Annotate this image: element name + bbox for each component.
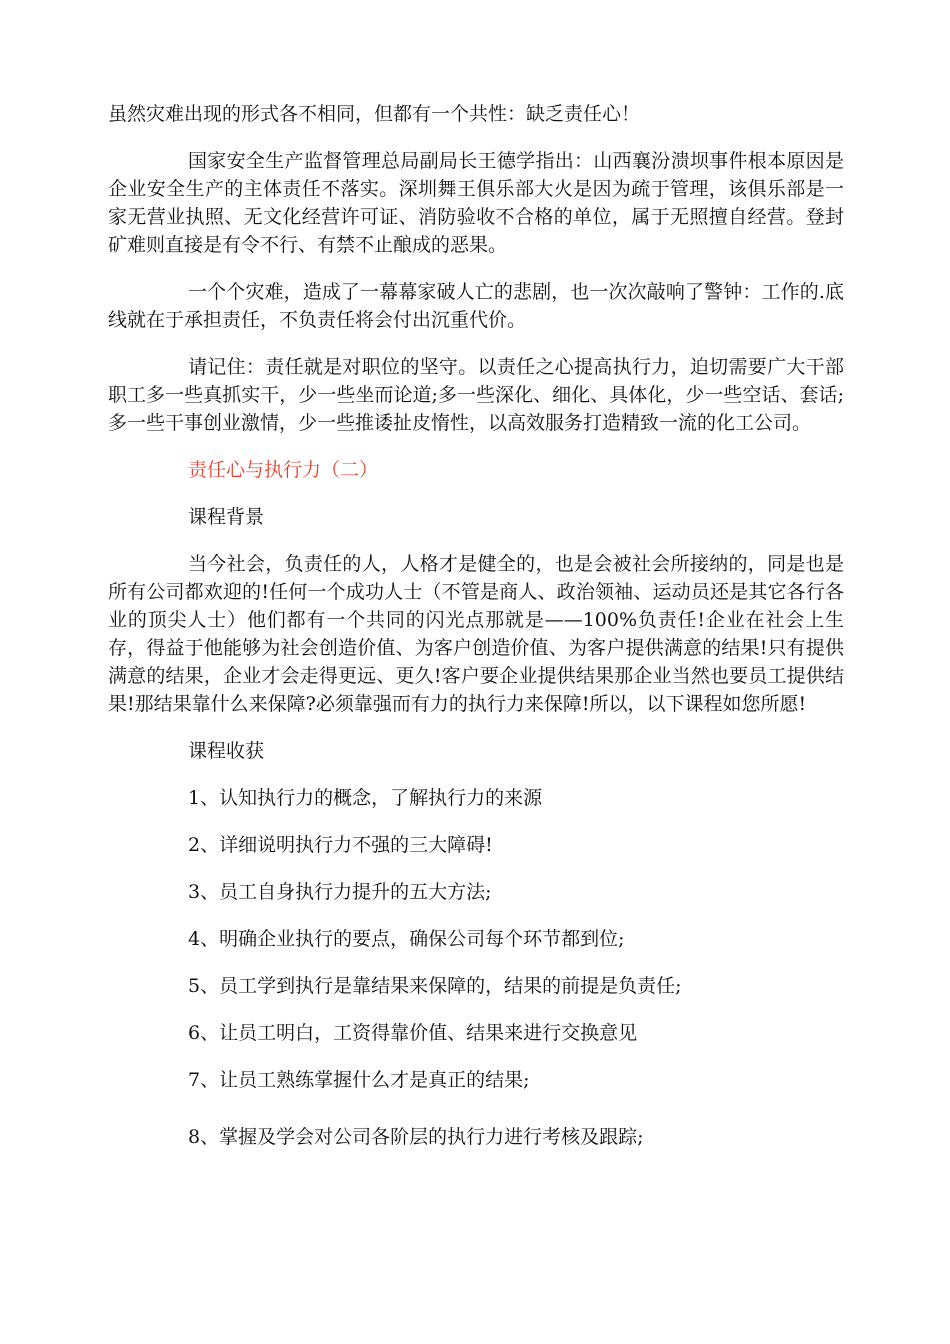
paragraph-course-background: 当今社会，负责任的人，人格才是健全的，也是会被社会所接纳的，同是也是所有公司都欢迎的!任何一个成功人士（不管是商人、政治领袖、运动员还是其它各行各业的顶尖人士）他们都有一个共同的闪光点那就是——100%负责任!企业在社会上生存，得益于他能够为社会创造价值、为客户创造价值、为客户提供满意的结果!只有提供满意的结果，企业才会走得更远、更久!客户要企业提供结果那企业当然也要员工提供结果!那结果靠什么来保障?必须靠强而有力的执行力来保障!所以，以下课程如您所愿! [108,553,844,715]
list-item: 3、员工自身执行力提升的五大方法; [188,881,492,903]
paragraph-remember: 请记住：责任就是对职位的坚守。以责任之心提高执行力，迫切需要广大干部职工多一些真抓实干，少一些坐而论道;多一些深化、细化、具体化，少一些空话、套话;多一些干事创业激情，少一些推诿扯皮惰性，以高效服务打造精致一流的化工公司。 [108,356,844,434]
list-item: 8、掌握及学会对公司各阶层的执行力进行考核及跟踪; [188,1126,644,1148]
list-item: 6、让员工明白，工资得靠价值、结果来进行交换意见 [188,1022,638,1044]
list-item: 1、认知执行力的概念，了解执行力的来源 [188,787,543,809]
list-item: 4、明确企业执行的要点，确保公司每个环节都到位; [188,928,625,950]
list-item: 7、让员工熟练掌握什么才是真正的结果; [188,1069,530,1091]
section-title: 责任心与执行力（二） [188,459,379,481]
paragraph-official-statement: 国家安全生产监督管理总局副局长王德学指出：山西襄汾溃坝事件根本原因是企业安全生产的主体责任不落实。深圳舞王俱乐部大火是因为疏于管理，该俱乐部是一家无营业执照、无文化经营许可证、消防验收不合格的单位，属于无照擅自经营。登封矿难则直接是有令不行、有禁不止酿成的恶果。 [108,150,844,256]
list-item: 5、员工学到执行是靠结果来保障的，结果的前提是负责任; [188,975,682,997]
document-page [108,100,844,1151]
list-item: 2、详细说明执行力不强的三大障碍! [188,834,493,856]
paragraph-disaster-warning: 一个个灾难，造成了一幕幕家破人亡的悲剧，也一次次敲响了警钟：工作的.底线就在于承担责任，不负责任将会付出沉重代价。 [108,281,844,331]
course-background-heading: 课程背景 [188,506,265,528]
course-gains-heading: 课程收获 [188,740,265,762]
paragraph-intro-conclusion: 虽然灾难出现的形式各不相同，但都有一个共性：缺乏责任心！ [108,103,641,125]
